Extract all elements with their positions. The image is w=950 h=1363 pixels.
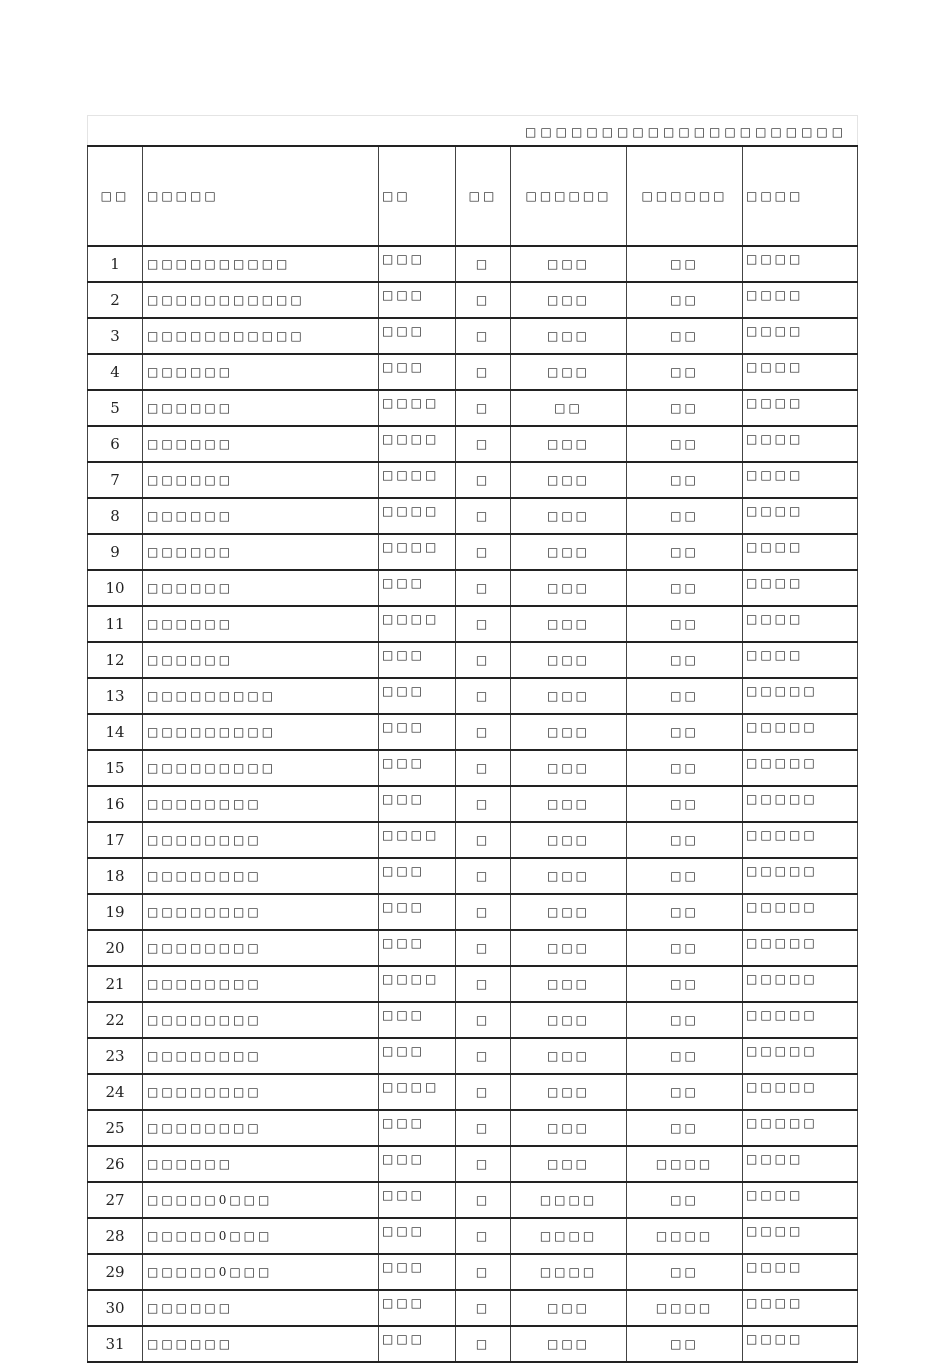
cell-material: □□□ bbox=[379, 318, 456, 354]
cell-remark: □□□□ bbox=[743, 1182, 858, 1218]
cell-quantity-1: □□□ bbox=[511, 822, 627, 858]
cell-remark: □□□□ bbox=[743, 1290, 858, 1326]
cell-remark: □□□□□ bbox=[743, 786, 858, 822]
header-row bbox=[88, 146, 858, 246]
cell-remark: □□□□□ bbox=[743, 966, 858, 1002]
cell-unit: □ bbox=[456, 606, 511, 642]
cell-quantity-2: □□ bbox=[627, 1110, 743, 1146]
cell-remark: □□□□ bbox=[743, 642, 858, 678]
cell-name: □□□□□□□□ bbox=[143, 858, 379, 894]
cell-remark: □□□□ bbox=[743, 354, 858, 390]
cell-name: □□□□□□□□ bbox=[143, 894, 379, 930]
cell-quantity-2: □□ bbox=[627, 426, 743, 462]
cell-quantity-1: □□□ bbox=[511, 498, 627, 534]
cell-name: □□□□□□ bbox=[143, 390, 379, 426]
cell-quantity-2: □□ bbox=[627, 930, 743, 966]
cell-material: □□□ bbox=[379, 246, 456, 282]
cell-no: 23 bbox=[88, 1038, 143, 1074]
table-row bbox=[88, 642, 858, 678]
cell-no: 22 bbox=[88, 1002, 143, 1038]
cell-no: 8 bbox=[88, 498, 143, 534]
cell-unit: □ bbox=[456, 1290, 511, 1326]
cell-material: □□□ bbox=[379, 1182, 456, 1218]
cell-unit: □ bbox=[456, 786, 511, 822]
cell-no: 4 bbox=[88, 354, 143, 390]
cell-material: □□□ bbox=[379, 750, 456, 786]
cell-quantity-2: □□ bbox=[627, 678, 743, 714]
cell-unit: □ bbox=[456, 1254, 511, 1290]
cell-name: □□□□□□□□ bbox=[143, 822, 379, 858]
cell-name: □□□□□□□□□ bbox=[143, 714, 379, 750]
cell-quantity-2: □□ bbox=[627, 462, 743, 498]
table-title: □□□□□□□□□□□□□□□□□□□□□ bbox=[525, 125, 848, 139]
cell-unit: □ bbox=[456, 462, 511, 498]
table-row bbox=[88, 1002, 858, 1038]
cell-material: □□□ bbox=[379, 1110, 456, 1146]
cell-name: □□□□□□ bbox=[143, 1146, 379, 1182]
table-row bbox=[88, 750, 858, 786]
cell-quantity-2: □□□□ bbox=[627, 1290, 743, 1326]
cell-material: □□□ bbox=[379, 1218, 456, 1254]
cell-material: □□□ bbox=[379, 858, 456, 894]
cell-quantity-1: □□□ bbox=[511, 1002, 627, 1038]
cell-material: □□□□ bbox=[379, 606, 456, 642]
cell-quantity-1: □□□ bbox=[511, 930, 627, 966]
cell-remark: □□□□ bbox=[743, 498, 858, 534]
cell-quantity-2: □□□□ bbox=[627, 1146, 743, 1182]
cell-no: 5 bbox=[88, 390, 143, 426]
cell-material: □□□□ bbox=[379, 822, 456, 858]
cell-unit: □ bbox=[456, 750, 511, 786]
table-row bbox=[88, 822, 858, 858]
cell-unit: □ bbox=[456, 570, 511, 606]
cell-no: 10 bbox=[88, 570, 143, 606]
cell-name: □□□□□□ bbox=[143, 570, 379, 606]
cell-quantity-1: □□□ bbox=[511, 1110, 627, 1146]
cell-material: □□□ bbox=[379, 714, 456, 750]
cell-name: □□□□□□□□ bbox=[143, 1002, 379, 1038]
cell-remark: □□□□ bbox=[743, 534, 858, 570]
cell-no: 26 bbox=[88, 1146, 143, 1182]
cell-name: □□□□□□□□ bbox=[143, 786, 379, 822]
cell-no: 15 bbox=[88, 750, 143, 786]
cell-name: □□□□□□ bbox=[143, 1290, 379, 1326]
cell-material: □□□ bbox=[379, 1146, 456, 1182]
cell-remark: □□□□ bbox=[743, 1254, 858, 1290]
header-cell-remark: □□□□ bbox=[743, 146, 858, 246]
table-row bbox=[88, 282, 858, 318]
cell-name: □□□□□□ bbox=[143, 1326, 379, 1362]
cell-remark: □□□□□ bbox=[743, 1002, 858, 1038]
cell-no: 1 bbox=[88, 246, 143, 282]
cell-quantity-2: □□ bbox=[627, 714, 743, 750]
cell-material: □□□ bbox=[379, 642, 456, 678]
cell-unit: □ bbox=[456, 534, 511, 570]
cell-quantity-2: □□ bbox=[627, 858, 743, 894]
table-row bbox=[88, 1326, 858, 1362]
cell-unit: □ bbox=[456, 1326, 511, 1362]
header-cell-quantity-1: □□□□□□ bbox=[511, 146, 627, 246]
cell-unit: □ bbox=[456, 822, 511, 858]
cell-remark: □□□□□ bbox=[743, 894, 858, 930]
table-row bbox=[88, 1074, 858, 1110]
table-row bbox=[88, 858, 858, 894]
cell-quantity-2: □□ bbox=[627, 966, 743, 1002]
cell-unit: □ bbox=[456, 318, 511, 354]
cell-remark: □□□□ bbox=[743, 246, 858, 282]
cell-no: 31 bbox=[88, 1326, 143, 1362]
cell-name: □□□□□□□□ bbox=[143, 1038, 379, 1074]
cell-name: □□□□□□□□ bbox=[143, 930, 379, 966]
cell-quantity-2: □□ bbox=[627, 318, 743, 354]
cell-quantity-1: □□□ bbox=[511, 1038, 627, 1074]
cell-no: 20 bbox=[88, 930, 143, 966]
cell-remark: □□□□ bbox=[743, 570, 858, 606]
cell-quantity-1: □□□ bbox=[511, 858, 627, 894]
cell-quantity-1: □□□ bbox=[511, 714, 627, 750]
cell-no: 9 bbox=[88, 534, 143, 570]
table-row bbox=[88, 570, 858, 606]
header-cell-unit: □□ bbox=[456, 146, 511, 246]
table-row bbox=[88, 606, 858, 642]
cell-unit: □ bbox=[456, 354, 511, 390]
cell-quantity-2: □□ bbox=[627, 1038, 743, 1074]
cell-quantity-2: □□ bbox=[627, 570, 743, 606]
table-row bbox=[88, 246, 858, 282]
header-cell-material: □□ bbox=[379, 146, 456, 246]
table-row bbox=[88, 930, 858, 966]
cell-material: □□□□ bbox=[379, 498, 456, 534]
cell-name: □□□□□□ bbox=[143, 426, 379, 462]
cell-quantity-1: □□□ bbox=[511, 354, 627, 390]
header-cell-no: □□ bbox=[88, 146, 143, 246]
cell-quantity-1: □□ bbox=[511, 390, 627, 426]
table-row bbox=[88, 534, 858, 570]
header-cell-quantity-2: □□□□□□ bbox=[627, 146, 743, 246]
cell-no: 25 bbox=[88, 1110, 143, 1146]
cell-quantity-2: □□ bbox=[627, 282, 743, 318]
table-row bbox=[88, 966, 858, 1002]
cell-material: □□□□ bbox=[379, 390, 456, 426]
cell-quantity-1: □□□ bbox=[511, 570, 627, 606]
cell-remark: □□□□ bbox=[743, 1326, 858, 1362]
cell-name: □□□□□0□□□ bbox=[143, 1254, 379, 1290]
cell-remark: □□□□□ bbox=[743, 822, 858, 858]
cell-quantity-2: □□ bbox=[627, 390, 743, 426]
cell-unit: □ bbox=[456, 1002, 511, 1038]
cell-unit: □ bbox=[456, 678, 511, 714]
cell-name: □□□□□□□□□ bbox=[143, 750, 379, 786]
table-row bbox=[88, 1254, 858, 1290]
cell-quantity-2: □□ bbox=[627, 894, 743, 930]
cell-name: □□□□□□ bbox=[143, 354, 379, 390]
cell-quantity-1: □□□ bbox=[511, 462, 627, 498]
cell-quantity-1: □□□ bbox=[511, 786, 627, 822]
cell-unit: □ bbox=[456, 282, 511, 318]
cell-quantity-2: □□□□ bbox=[627, 1218, 743, 1254]
cell-remark: □□□□□ bbox=[743, 1038, 858, 1074]
cell-material: □□□ bbox=[379, 1038, 456, 1074]
cell-name: □□□□□□ bbox=[143, 534, 379, 570]
cell-quantity-2: □□ bbox=[627, 750, 743, 786]
cell-quantity-2: □□ bbox=[627, 786, 743, 822]
cell-no: 6 bbox=[88, 426, 143, 462]
cell-material: □□□ bbox=[379, 786, 456, 822]
cell-remark: □□□□ bbox=[743, 1218, 858, 1254]
cell-material: □□□ bbox=[379, 930, 456, 966]
table-row bbox=[88, 390, 858, 426]
cell-remark: □□□□ bbox=[743, 606, 858, 642]
table-row bbox=[88, 894, 858, 930]
cell-unit: □ bbox=[456, 426, 511, 462]
cell-remark: □□□□ bbox=[743, 318, 858, 354]
cell-no: 24 bbox=[88, 1074, 143, 1110]
cell-quantity-2: □□ bbox=[627, 246, 743, 282]
cell-quantity-1: □□□□ bbox=[511, 1254, 627, 1290]
cell-quantity-2: □□ bbox=[627, 1254, 743, 1290]
table-row bbox=[88, 1038, 858, 1074]
table-row bbox=[88, 318, 858, 354]
cell-remark: □□□□ bbox=[743, 1146, 858, 1182]
table-row bbox=[88, 1218, 858, 1254]
cell-quantity-2: □□ bbox=[627, 642, 743, 678]
cell-quantity-1: □□□ bbox=[511, 246, 627, 282]
cell-material: □□□ bbox=[379, 1254, 456, 1290]
cell-unit: □ bbox=[456, 1110, 511, 1146]
cell-material: □□□ bbox=[379, 678, 456, 714]
cell-unit: □ bbox=[456, 858, 511, 894]
cell-remark: □□□□ bbox=[743, 390, 858, 426]
cell-unit: □ bbox=[456, 1146, 511, 1182]
cell-remark: □□□□□ bbox=[743, 1074, 858, 1110]
cell-material: □□□□ bbox=[379, 426, 456, 462]
cell-quantity-1: □□□ bbox=[511, 534, 627, 570]
cell-quantity-2: □□ bbox=[627, 1002, 743, 1038]
cell-unit: □ bbox=[456, 966, 511, 1002]
cell-quantity-1: □□□ bbox=[511, 678, 627, 714]
cell-no: 11 bbox=[88, 606, 143, 642]
cell-remark: □□□□ bbox=[743, 462, 858, 498]
cell-material: □□□□ bbox=[379, 1074, 456, 1110]
cell-remark: □□□□□ bbox=[743, 750, 858, 786]
cell-quantity-1: □□□□ bbox=[511, 1182, 627, 1218]
cell-no: 18 bbox=[88, 858, 143, 894]
cell-quantity-2: □□ bbox=[627, 1074, 743, 1110]
cell-quantity-2: □□ bbox=[627, 354, 743, 390]
table-row bbox=[88, 786, 858, 822]
cell-material: □□□ bbox=[379, 282, 456, 318]
cell-material: □□□ bbox=[379, 894, 456, 930]
cell-quantity-1: □□□ bbox=[511, 282, 627, 318]
cell-material: □□□ bbox=[379, 1002, 456, 1038]
cell-remark: □□□□ bbox=[743, 426, 858, 462]
cell-remark: □□□□□ bbox=[743, 714, 858, 750]
cell-no: 29 bbox=[88, 1254, 143, 1290]
table-row bbox=[88, 678, 858, 714]
cell-remark: □□□□□ bbox=[743, 858, 858, 894]
cell-no: 21 bbox=[88, 966, 143, 1002]
cell-name: □□□□□□ bbox=[143, 462, 379, 498]
cell-quantity-1: □□□ bbox=[511, 426, 627, 462]
cell-name: □□□□□□ bbox=[143, 606, 379, 642]
cell-quantity-1: □□□ bbox=[511, 1290, 627, 1326]
cell-quantity-2: □□ bbox=[627, 606, 743, 642]
table-row bbox=[88, 1110, 858, 1146]
cell-unit: □ bbox=[456, 498, 511, 534]
cell-name: □□□□□□ bbox=[143, 498, 379, 534]
cell-quantity-1: □□□ bbox=[511, 894, 627, 930]
cell-name: □□□□□0□□□ bbox=[143, 1218, 379, 1254]
table-body bbox=[88, 246, 858, 1362]
cell-unit: □ bbox=[456, 1182, 511, 1218]
cell-name: □□□□□□□□□ bbox=[143, 678, 379, 714]
cell-unit: □ bbox=[456, 390, 511, 426]
table-row bbox=[88, 1290, 858, 1326]
table-row bbox=[88, 462, 858, 498]
table-row bbox=[88, 1146, 858, 1182]
cell-quantity-1: □□□ bbox=[511, 318, 627, 354]
cell-no: 17 bbox=[88, 822, 143, 858]
cell-remark: □□□□□ bbox=[743, 930, 858, 966]
cell-unit: □ bbox=[456, 1038, 511, 1074]
cell-no: 16 bbox=[88, 786, 143, 822]
cell-quantity-1: □□□□ bbox=[511, 1218, 627, 1254]
cell-unit: □ bbox=[456, 1218, 511, 1254]
cell-unit: □ bbox=[456, 714, 511, 750]
cell-material: □□□ bbox=[379, 570, 456, 606]
cell-no: 14 bbox=[88, 714, 143, 750]
cell-material: □□□ bbox=[379, 1326, 456, 1362]
cell-remark: □□□□ bbox=[743, 282, 858, 318]
table-row bbox=[88, 426, 858, 462]
cell-quantity-2: □□ bbox=[627, 822, 743, 858]
cell-material: □□□□ bbox=[379, 462, 456, 498]
cell-material: □□□ bbox=[379, 1290, 456, 1326]
table-row bbox=[88, 498, 858, 534]
cell-unit: □ bbox=[456, 894, 511, 930]
cell-unit: □ bbox=[456, 1074, 511, 1110]
cell-name: □□□□□□□□ bbox=[143, 1074, 379, 1110]
cell-name: □□□□□□□□□□ bbox=[143, 246, 379, 282]
cell-no: 27 bbox=[88, 1182, 143, 1218]
cell-quantity-2: □□ bbox=[627, 534, 743, 570]
cell-name: □□□□□□ bbox=[143, 642, 379, 678]
cell-name: □□□□□□□□□□□ bbox=[143, 318, 379, 354]
cell-no: 28 bbox=[88, 1218, 143, 1254]
cell-no: 7 bbox=[88, 462, 143, 498]
cell-quantity-1: □□□ bbox=[511, 1074, 627, 1110]
cell-no: 12 bbox=[88, 642, 143, 678]
cell-quantity-1: □□□ bbox=[511, 642, 627, 678]
cell-quantity-1: □□□ bbox=[511, 966, 627, 1002]
data-table bbox=[87, 145, 858, 1363]
cell-name: □□□□□0□□□ bbox=[143, 1182, 379, 1218]
title-row bbox=[87, 115, 858, 146]
cell-remark: □□□□□ bbox=[743, 1110, 858, 1146]
cell-name: □□□□□□□□□□□ bbox=[143, 282, 379, 318]
cell-no: 2 bbox=[88, 282, 143, 318]
cell-quantity-1: □□□ bbox=[511, 1146, 627, 1182]
cell-name: □□□□□□□□ bbox=[143, 1110, 379, 1146]
cell-quantity-2: □□ bbox=[627, 1326, 743, 1362]
cell-unit: □ bbox=[456, 930, 511, 966]
cell-material: □□□□ bbox=[379, 534, 456, 570]
cell-quantity-2: □□ bbox=[627, 498, 743, 534]
cell-quantity-2: □□ bbox=[627, 1182, 743, 1218]
cell-quantity-1: □□□ bbox=[511, 1326, 627, 1362]
cell-unit: □ bbox=[456, 642, 511, 678]
cell-no: 13 bbox=[88, 678, 143, 714]
cell-no: 19 bbox=[88, 894, 143, 930]
cell-remark: □□□□□ bbox=[743, 678, 858, 714]
table-row bbox=[88, 1182, 858, 1218]
table-row bbox=[88, 354, 858, 390]
cell-quantity-1: □□□ bbox=[511, 606, 627, 642]
header-cell-name: □□□□□ bbox=[143, 146, 379, 246]
cell-no: 3 bbox=[88, 318, 143, 354]
table-row bbox=[88, 714, 858, 750]
cell-material: □□□ bbox=[379, 354, 456, 390]
cell-unit: □ bbox=[456, 246, 511, 282]
cell-material: □□□□ bbox=[379, 966, 456, 1002]
cell-name: □□□□□□□□ bbox=[143, 966, 379, 1002]
cell-no: 30 bbox=[88, 1290, 143, 1326]
cell-quantity-1: □□□ bbox=[511, 750, 627, 786]
